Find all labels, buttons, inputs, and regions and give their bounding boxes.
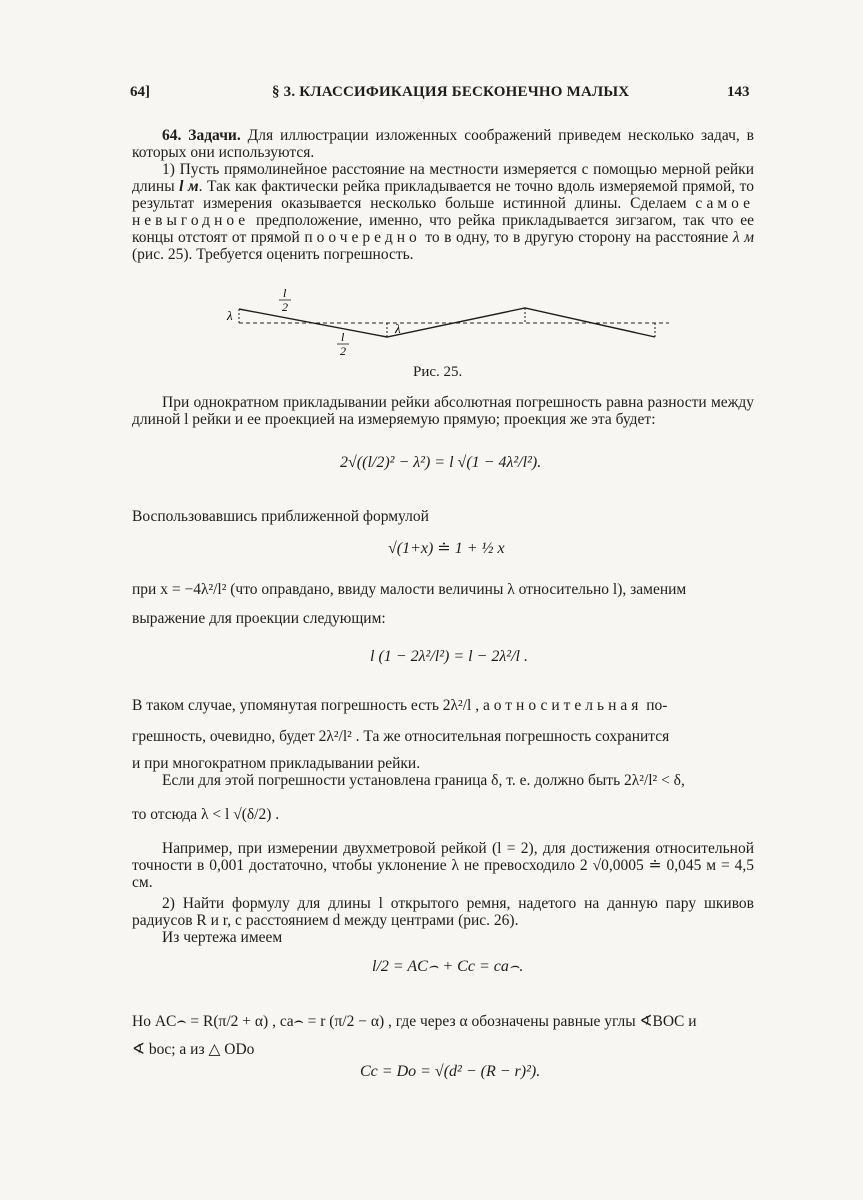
repeated-application-line: и при многократном прикладывании рейки. <box>132 755 421 772</box>
problem2-paragraph: 2) Найти формулу для длины l открытого ремня, надетого на данную пару шкивов радиусов R и r, с расстоянием d между центрами (рис. 26). <box>132 895 754 929</box>
lambda-bound-line: то отсюда λ < l √(δ/2) . <box>132 806 280 823</box>
p1-text-a: 1) Пусть прямолинейное расстояние на местности измеряется с помощью мерной рейки длины <box>132 161 754 195</box>
p1-text-d: то в одну, то в другую сторону на расстояние <box>420 229 733 246</box>
page-number: 143 <box>727 84 750 100</box>
equation-approx: √(1+x) ≐ 1 + ½ x <box>388 540 505 557</box>
approx-formula-intro: Воспользовавшись приближенной формулой <box>132 508 429 525</box>
p1-text-b: . Так как фактически рейка прикладывается не точно вдоль измеряемой прямой, то результат измерения оказывается несколько больше истинной длины. Сделаем <box>132 178 755 212</box>
p1-spaced-phrase: самое невыгодное <box>132 195 754 229</box>
problem-heading: 64. Задачи. <box>162 127 241 144</box>
lambda-mid-label: λ <box>395 321 401 336</box>
half-length-top-num: l <box>283 287 287 300</box>
intro-text: Для иллюстрации изложенных соображений приведем несколько задач, в которых они используются. <box>132 127 754 161</box>
hyphen-text: по- <box>642 697 668 714</box>
half-length-top-den: 2 <box>282 300 288 314</box>
substitution-line: при x = −4λ²/l² (что оправдано, ввиду малости величины λ относительно l), заменим <box>132 581 687 598</box>
problem1-paragraph <box>132 161 754 263</box>
relative-spaced-word: относительная <box>493 697 643 714</box>
zigzag-figure <box>225 287 675 357</box>
absolute-error-line <box>132 697 754 715</box>
example-paragraph: Например, при измерении двухметровой рейкой (l = 2), для достижения относительной точности в 0,001 достаточно, чтобы уклонение λ не превосходило 2 √0,0005 ≐ 0,045 м = 4,5 см. <box>132 840 754 891</box>
equation-tangent: Cc = Do = √(d² − (R − r)²). <box>360 1063 541 1080</box>
p1-text-e: (рис. 25). Требуется оценить погрешность. <box>132 246 414 263</box>
lambda-left-label: λ <box>227 308 233 323</box>
bound-line: Если для этой погрешности установлена граница δ, т. е. должно быть 2λ²/l² < δ, <box>162 772 685 789</box>
equation-projection-approx: l (1 − 2λ²/l²) = l − 2λ²/l . <box>370 648 528 665</box>
figure-caption: Рис. 25. <box>413 364 463 380</box>
projection-paragraph: При однократном прикладывании рейки абсолютная погрешность равна разности между длиной l рейки и ее проекцией на измеряемую прямую; проекция же эта будет: <box>132 394 754 428</box>
p1-spaced-word: поочередно <box>304 229 421 246</box>
projection-replace-line: выражение для проекции следующим: <box>132 610 386 627</box>
angles-line: ∢ boc; а из △ ODo <box>132 1041 255 1058</box>
relative-error-line: грешность, очевидно, будет 2λ²/l² . Та же относительная погрешность сохранится <box>132 728 670 745</box>
half-length-bot-num: l <box>341 330 345 344</box>
equation-belt-half: l/2 = AC⌢ + Cc = ca⌢. <box>372 958 524 975</box>
running-title: § 3. КЛАССИФИКАЦИЯ БЕСКОНЕЧНО МАЛЫХ <box>272 84 630 100</box>
p1-lambda: λ м <box>732 229 754 246</box>
drawing-intro: Из чертежа имеем <box>162 929 283 946</box>
absolute-error-text: В таком случае, упомянутая погрешность есть 2λ²/l , а <box>132 697 494 714</box>
half-length-bot-den: 2 <box>340 344 346 357</box>
equation-projection: 2√((l/2)² − λ²) = l √(1 − 4λ²/l²). <box>340 454 542 471</box>
p1-text-c: предположение, именно, что рейка прикладывается зигзагом, так что ее концы отстоят от прямой <box>132 212 754 246</box>
zigzag-rod <box>239 308 655 337</box>
intro-paragraph <box>132 127 754 161</box>
arcs-line: Но AC⌢ = R(π/2 + α) , ca⌢ = r (π/2 − α) , где через α обозначены равные углы ∢BOC и <box>132 1013 697 1030</box>
p1-length: l м <box>179 178 199 195</box>
section-number: 64] <box>130 84 150 100</box>
